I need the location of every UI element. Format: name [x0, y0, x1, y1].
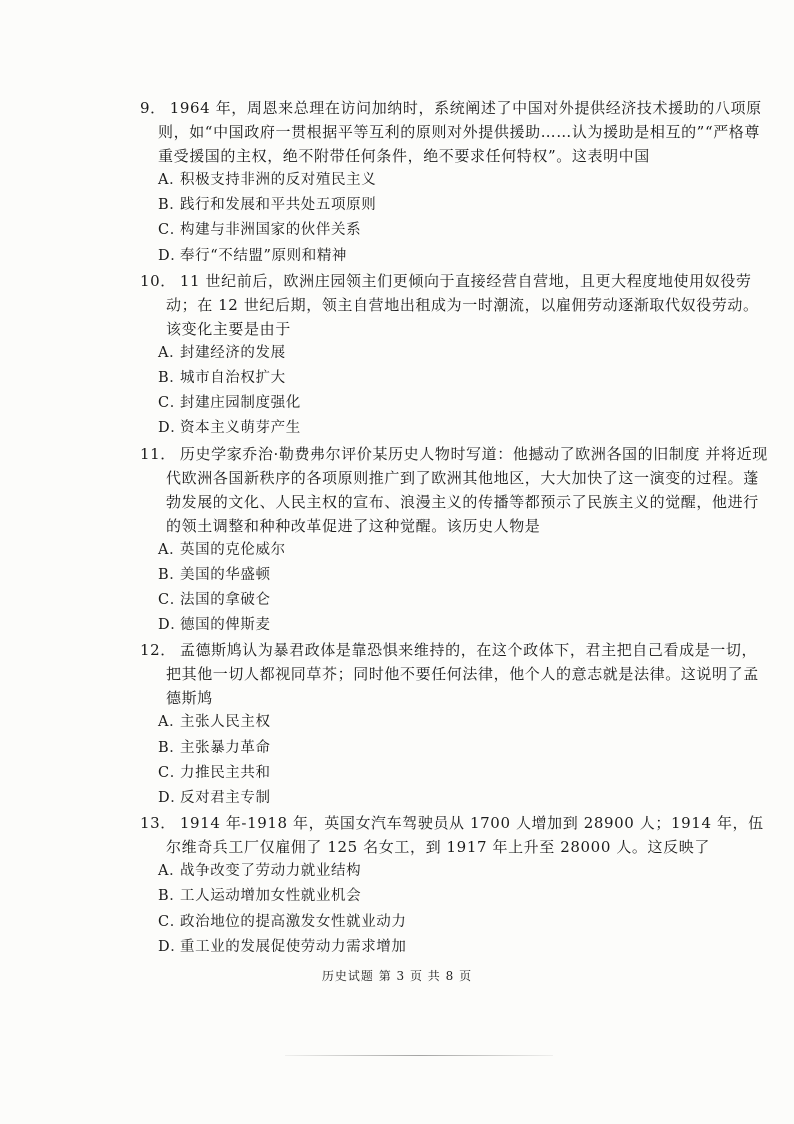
option-letter: A． — [158, 863, 185, 880]
question-text: 历史学家乔治·勒费弗尔评价某历史人物时写道：他撼动了欧洲各国的旧制度 并将近现代欧洲各国新秩序的各项原则推广到了欧洲其他地区，大大加快了这一演变的过程。蓬勃发展的文化、人民主权的宣布、浪漫主义的传播等都预示了民族主义的觉醒，他进行的领土调整和种种改革促进了这种觉醒。该历史人物是 — [166, 444, 768, 535]
question-text: 1964 年，周恩来总理在访问加纳时，系统阐述了中国对外提供经济技术援助的八项原则，如“中国政府一贯根据平等互利的原则对外提供援助……认为援助是相互的”“严格尊重受援国的主权，绝不附带任何条件，绝不要求任何特权”。这表明中国 — [158, 99, 762, 165]
option-text: 美国的华盛顿 — [180, 566, 271, 583]
option-letter: D． — [158, 790, 186, 807]
option-list — [140, 859, 770, 960]
option-letter: B． — [158, 739, 185, 756]
option-text: 城市自治权扩大 — [180, 370, 286, 387]
question-13 — [140, 811, 770, 960]
option-b[interactable] — [140, 563, 770, 588]
option-text: 资本主义萌芽产生 — [180, 420, 301, 437]
option-letter: A． — [158, 172, 185, 188]
option-a[interactable] — [140, 859, 770, 884]
option-b[interactable] — [140, 366, 770, 391]
question-number: 12． — [140, 641, 176, 660]
option-text: 德国的俾斯麦 — [180, 617, 271, 634]
question-10 — [140, 269, 770, 442]
option-text: 力推民主共和 — [180, 764, 271, 781]
option-a[interactable] — [140, 168, 770, 193]
option-text: 政治地位的提高激发女性就业动力 — [180, 913, 407, 930]
option-b[interactable] — [140, 884, 770, 909]
option-c[interactable] — [140, 761, 770, 786]
question-text: 11 世纪前后，欧洲庄园领主们更倾向于直接经营自营地，且更大程度地使用奴役劳动；在 12 世纪后期，领主自营地出租成为一时潮流，以雇佣劳动逐渐取代奴役劳动。该变化主要是由于 — [166, 271, 759, 338]
option-text: 主张人民主权 — [180, 714, 271, 731]
option-d[interactable] — [140, 416, 770, 441]
option-text: 奉行“不结盟”原则和精神 — [180, 247, 348, 264]
question-11 — [140, 442, 770, 639]
option-text: 反对君主专制 — [180, 790, 271, 807]
option-text: 工人运动增加女性就业机会 — [180, 888, 362, 905]
question-number: 13． — [140, 814, 176, 833]
option-letter: D． — [158, 247, 186, 264]
option-text: 法国的拿破仑 — [180, 592, 271, 609]
option-d[interactable] — [140, 613, 770, 638]
option-text: 战争改变了劳动力就业结构 — [180, 863, 362, 880]
option-list — [140, 168, 770, 269]
question-number: 10． — [140, 271, 176, 290]
option-letter: C． — [158, 764, 185, 781]
scan-divider-line — [285, 1055, 553, 1056]
option-letter: A． — [158, 541, 185, 558]
option-text: 重工业的发展促使劳动力需求增加 — [180, 938, 407, 955]
option-letter: B． — [158, 566, 185, 583]
option-d[interactable] — [140, 786, 770, 811]
question-stem — [140, 269, 770, 341]
question-text: 孟德斯鸠认为暴君政体是靠恐惧来维持的，在这个政体下，君主把自己看成是一切，把其他一切人都视同草芥；同时他不要任何法律，他个人的意志就是法律。这说明了孟德斯鸠 — [166, 641, 759, 708]
option-letter: B． — [158, 888, 185, 905]
option-a[interactable] — [140, 710, 770, 735]
option-c[interactable] — [140, 588, 770, 613]
question-text: 1914 年-1918 年，英国女汽车驾驶员从 1700 人增加到 28900 人；1914 年，伍尔维奇兵工厂仅雇佣了 125 名女工，到 1917 年上升至 28000 人。这反映了 — [166, 814, 764, 857]
option-list — [140, 341, 770, 442]
option-text: 积极支持非洲的反对殖民主义 — [180, 172, 377, 188]
option-d[interactable] — [140, 935, 770, 960]
question-12 — [140, 638, 770, 811]
option-b[interactable] — [140, 193, 770, 218]
option-text: 践行和发展和平共处五项原则 — [180, 197, 377, 214]
option-text: 英国的克伦威尔 — [180, 541, 286, 558]
option-letter: D． — [158, 617, 186, 634]
option-text: 封建经济的发展 — [180, 344, 286, 361]
option-list — [140, 710, 770, 811]
option-c[interactable] — [140, 910, 770, 935]
option-text: 主张暴力革命 — [180, 739, 271, 756]
option-c[interactable] — [140, 391, 770, 416]
option-letter: C． — [158, 395, 185, 412]
question-list — [140, 96, 770, 960]
question-number: 9． — [140, 99, 166, 117]
option-letter: A． — [158, 714, 185, 731]
option-letter: B． — [158, 197, 185, 214]
option-text: 构建与非洲国家的伙伴关系 — [180, 222, 362, 239]
option-list — [140, 538, 770, 639]
question-stem — [140, 442, 770, 538]
option-letter: B． — [158, 370, 185, 387]
question-stem — [140, 638, 770, 710]
question-9 — [140, 96, 770, 269]
option-text: 封建庄园制度强化 — [180, 395, 301, 412]
option-letter: D． — [158, 938, 186, 955]
option-letter: C． — [158, 222, 185, 239]
option-letter: A． — [158, 344, 185, 361]
option-a[interactable] — [140, 341, 770, 366]
question-number: 11． — [140, 444, 176, 463]
option-a[interactable] — [140, 538, 770, 563]
option-d[interactable] — [140, 244, 770, 269]
option-letter: D． — [158, 420, 186, 437]
option-letter: C． — [158, 913, 185, 930]
question-stem — [140, 96, 770, 168]
option-c[interactable] — [140, 218, 770, 243]
question-stem — [140, 811, 770, 859]
option-b[interactable] — [140, 736, 770, 761]
option-letter: C． — [158, 592, 185, 609]
page-footer: 历史试题 第 3 页 共 8 页 — [321, 969, 473, 983]
